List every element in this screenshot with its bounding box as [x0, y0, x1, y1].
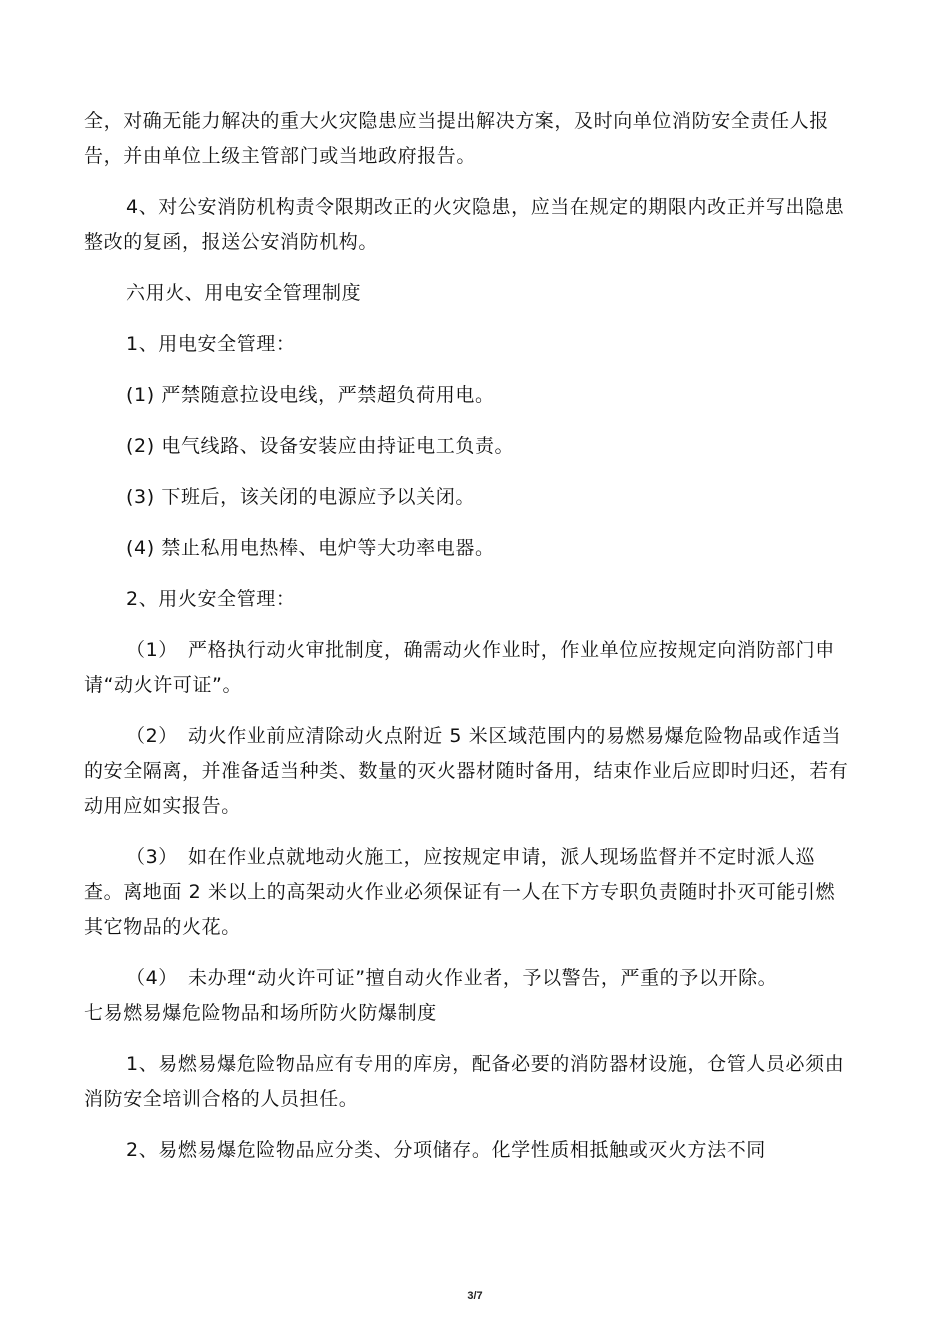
subsection-heading-electricity: 1、用电安全管理： — [126, 333, 296, 355]
document-body — [84, 104, 854, 1184]
paragraph-item-1: 1、易燃易爆危险物品应有专用的库房，配备必要的消防器材设施，仓管人员必须由消防安全培训合格的人员担任。 — [84, 1053, 845, 1110]
list-item: （3） 如在作业点就地动火施工，应按规定申请，派人现场监督并不定时派人巡查。离地面 2 米以上的高架动火作业必须保证有一人在下方专职负责随时扑灭可能引燃其它物品的火花。 — [84, 846, 836, 938]
list-item: (4) 禁止私用电热棒、电炉等大功率电器。 — [126, 537, 495, 559]
list-item: （1） 严格执行动火审批制度，确需动火作业时，作业单位应按规定向消防部门申请“动火许可证”。 — [84, 639, 835, 696]
list-item: (1) 严禁随意拉设电线，严禁超负荷用电。 — [126, 384, 495, 406]
paragraph-continuation: 全，对确无能力解决的重大火灾隐患应当提出解决方案，及时向单位消防安全责任人报告，并由单位上级主管部门或当地政府报告。 — [84, 110, 829, 167]
subsection-heading-fire: 2、用火安全管理： — [126, 588, 296, 610]
paragraph-item-2: 2、易燃易爆危险物品应分类、分项储存。化学性质相抵触或灭火方法不同 — [126, 1139, 766, 1161]
page-number: 3/7 — [467, 1290, 483, 1302]
list-item: （2） 动火作业前应清除动火点附近 5 米区域范围内的易燃易爆危险物品或作适当的安全隔离，并准备适当种类、数量的灭火器材随时备用，结束作业后应即时归还，若有动用应如实报告。 — [84, 725, 849, 817]
section-heading-6: 六用火、用电安全管理制度 — [126, 282, 362, 304]
paragraph-item-4: 4、对公安消防机构责令限期改正的火灾隐患，应当在规定的期限内改正并写出隐患整改的复函，报送公安消防机构。 — [84, 196, 845, 253]
list-item: (2) 电气线路、设备安装应由持证电工负责。 — [126, 435, 515, 457]
list-item: （4） 未办理“动火许可证”擅自动火作业者，予以警告，严重的予以开除。 — [126, 967, 778, 989]
section-heading-7: 七易燃易爆危险物品和场所防火防爆制度 — [84, 1002, 437, 1024]
list-item: (3) 下班后，该关闭的电源应予以关闭。 — [126, 486, 475, 508]
